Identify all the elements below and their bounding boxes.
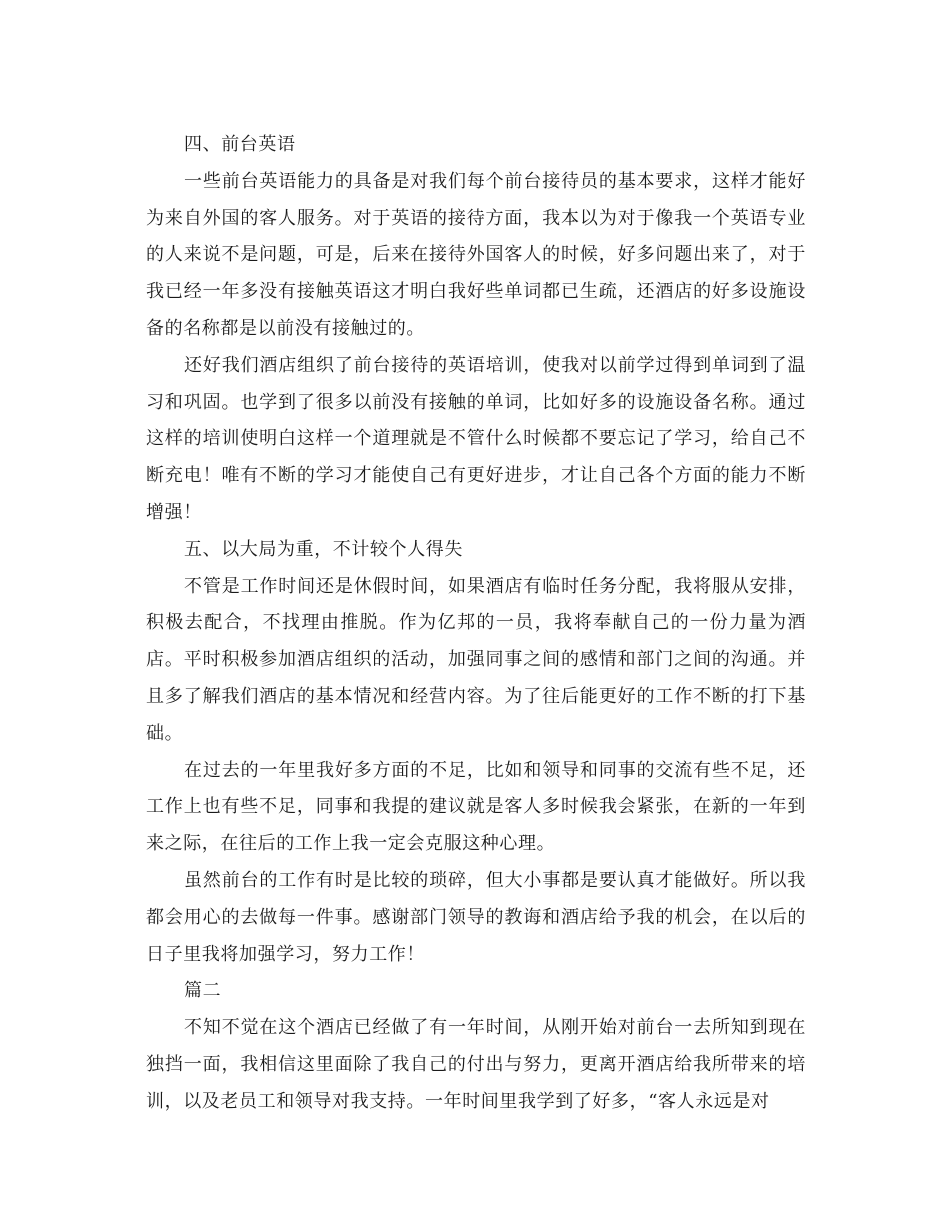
paragraph: 在过去的一年里我好多方面的不足，比如和领导和同事的交流有些不足，还工作上也有些不足，同事和我提的建议就是客人多时候我会紧张，在新的一年到来之际，在往后的工作上我一定会克服这种心理。 <box>146 759 806 855</box>
paragraph: 虽然前台的工作有时是比较的琐碎，但大小事都是要认真才能做好。所以我都会用心的去做每一件事。感谢部门领导的教诲和酒店给予我的机会，在以后的日子里我将加强学习，努力工作！ <box>146 869 806 965</box>
paragraph: 还好我们酒店组织了前台接待的英语培训，使我对以前学过得到单词到了温习和巩固。也学到了很多以前没有接触的单词，比如好多的设施设备名称。通过这样的培训使明白这样一个道理就是不管什么时候都不要忘记了学习，给自己不断充电！唯有不断的学习才能使自己有更好进步，才让自己各个方面的能力不断增强！ <box>146 354 806 523</box>
document-body <box>146 127 806 1121</box>
paragraph: 一些前台英语能力的具备是对我们每个前台接待员的基本要求，这样才能好为来自外国的客人服务。对于英语的接待方面，我本以为对于像我一个英语专业的人来说不是问题，可是，后来在接待外国客人的时候，好多问题出来了，对于我已经一年多没有接触英语这才明白我好些单词都已生疏，还酒店的好多设施设备的名称都是以前没有接触过的。 <box>146 170 806 339</box>
paragraph: 不管是工作时间还是休假时间，如果酒店有临时任务分配，我将服从安排，积极去配合，不找理由推脱。作为亿邦的一员，我将奉献自己的一份力量为酒店。平时积极参加酒店组织的活动，加强同事之间的感情和部门之间的沟通。并且多了解我们酒店的基本情况和经营内容。为了往后能更好的工作不断的打下基础。 <box>146 575 806 744</box>
paragraph: 不知不觉在这个酒店已经做了有一年时间，从刚开始对前台一去所知到现在独挡一面，我相信这里面除了我自己的付出与努力，更离开酒店给我所带来的培训，以及老员工和领导对我支持。一年时间里我学到了好多，“客人永远是对 <box>146 1017 806 1112</box>
section-heading-front-desk-english: 四、前台英语 <box>184 134 296 155</box>
section-heading-big-picture: 五、以大局为重，不计较个人得失 <box>184 538 463 560</box>
section-heading-part-two: 篇二 <box>184 980 222 1002</box>
